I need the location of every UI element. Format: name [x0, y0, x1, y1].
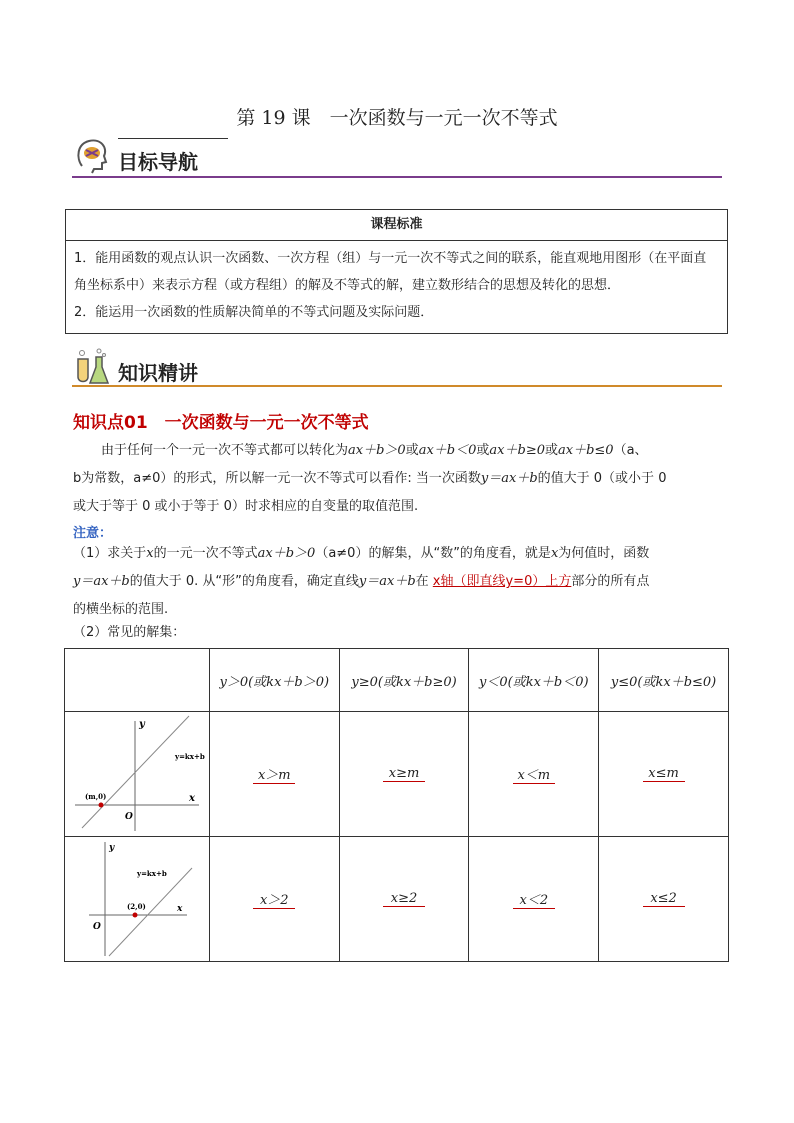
flask-icon: [72, 347, 112, 387]
table-cell: [209, 712, 339, 837]
origin-label: O: [124, 812, 133, 822]
text: （1）求关于: [73, 546, 147, 561]
table-cell: [339, 837, 469, 962]
section-header-goals: [72, 138, 722, 178]
text: 的横坐标的范围.: [73, 602, 169, 617]
answer: x＞m: [253, 764, 295, 784]
divider: [72, 385, 722, 387]
note-label: 注意：: [73, 526, 113, 541]
text: b为常数，a≠0）的形式，所以解一元一次不等式可以看作: 当一次函数: [73, 471, 481, 486]
text: 在: [415, 574, 429, 589]
text: 部分的所有点: [571, 574, 650, 589]
table-row: [65, 649, 729, 712]
formula: ax＋b＜0: [418, 443, 477, 458]
answer: x＜2: [513, 889, 555, 909]
highlighted-text: x轴（即直线y=0）上方: [432, 574, 572, 589]
answer: x＞2: [253, 889, 295, 909]
text: 或: [476, 443, 490, 458]
table-header: y≤0(或kx＋b≤0): [599, 649, 729, 712]
formula: ax＋b≥0: [489, 443, 545, 458]
text: （2）常见的解集：: [73, 625, 186, 640]
y-axis-label: y: [108, 843, 115, 853]
text: 为何值时，函数: [558, 546, 650, 561]
formula: ax＋b＞0: [348, 443, 406, 458]
text: （a≠0）的解集，从“数”的角度看，就是: [315, 546, 551, 561]
table-header: y≥0(或kx＋b≥0): [339, 649, 469, 712]
graph-cell: [65, 712, 210, 837]
table-header: y＜0(或kx＋b＜0): [469, 649, 599, 712]
table-cell: [65, 649, 210, 712]
standard-item: 1．能用函数的观点认识一次函数、一次方程（组）与一元一次不等式之间的联系，能直观地用图形（在平面直角坐标系中）来表示方程（或方程组）的解及不等式的解，建立数形结合的思想及转化的思想．: [74, 251, 707, 293]
table-cell: [599, 712, 729, 837]
y-axis-label: y: [138, 719, 145, 730]
formula: y＝ax＋b: [73, 574, 130, 589]
origin-label: O: [92, 922, 101, 932]
section-label: 目标导航: [118, 150, 198, 174]
note-paragraph: [73, 540, 723, 642]
x-axis-label: x: [188, 793, 195, 804]
formula: y＝ax＋b: [358, 574, 416, 589]
function-graph-m: [67, 713, 207, 835]
text: 由于任何一个一元一次不等式都可以转化为: [101, 443, 349, 458]
table-row: [65, 712, 729, 837]
text: 或: [545, 443, 559, 458]
line-label: y=kx+b: [136, 869, 167, 878]
answer: x≥m: [383, 766, 425, 782]
intercept-point: [98, 803, 103, 808]
divider: [72, 176, 722, 178]
table-cell: [469, 837, 599, 962]
text: 或: [405, 443, 419, 458]
page-title: 第 19 课 一次函数与一元一次不等式: [236, 107, 558, 129]
course-standards-box: [65, 209, 728, 334]
table-cell: [339, 712, 469, 837]
table-cell: [469, 712, 599, 837]
solution-set-table: [64, 648, 729, 962]
graph-cell: [65, 837, 210, 962]
text: 的值大于 0. 从“形”的角度看，确定直线: [129, 574, 359, 589]
answer: x≤2: [643, 891, 685, 907]
answer: x≤m: [643, 766, 685, 782]
intro-paragraph: [73, 437, 723, 521]
table-cell: [209, 837, 339, 962]
table-header: y＞0(或kx＋b＞0): [209, 649, 339, 712]
brain-icon: [74, 136, 110, 174]
answer: x≥2: [383, 891, 425, 907]
standard-item: 2．能运用一次函数的性质解决简单的不等式问题及实际问题．: [74, 305, 434, 320]
formula: x: [146, 546, 154, 561]
knowledge-point-title: 知识点01 一次函数与一元一次不等式: [73, 413, 369, 433]
table-row: [65, 837, 729, 962]
section-header-knowledge: [72, 347, 722, 387]
standards-header: 课程标准: [66, 210, 727, 241]
x-axis-label: x: [176, 904, 183, 914]
point-label: (2,0): [126, 902, 146, 911]
formula: ax＋b≤0: [558, 443, 614, 458]
function-graph-2: [67, 838, 207, 960]
text: 的值大于 0（或小于 0: [537, 471, 667, 486]
intercept-point: [132, 913, 137, 918]
point-label: (m,0): [84, 792, 107, 801]
table-cell: [599, 837, 729, 962]
text: 的一元一次不等式: [153, 546, 258, 561]
text: （a、: [613, 443, 648, 458]
formula: y＝ax＋b: [480, 471, 538, 486]
section-label: 知识精讲: [118, 361, 198, 385]
formula: x: [550, 546, 559, 561]
formula: ax＋b＞0: [257, 546, 316, 561]
text: 或大于等于 0 或小于等于 0）时求相应的自变量的取值范围.: [73, 499, 419, 514]
divider: [118, 138, 228, 139]
line-label: y=kx+b: [174, 752, 205, 761]
answer: x＜m: [513, 764, 555, 784]
